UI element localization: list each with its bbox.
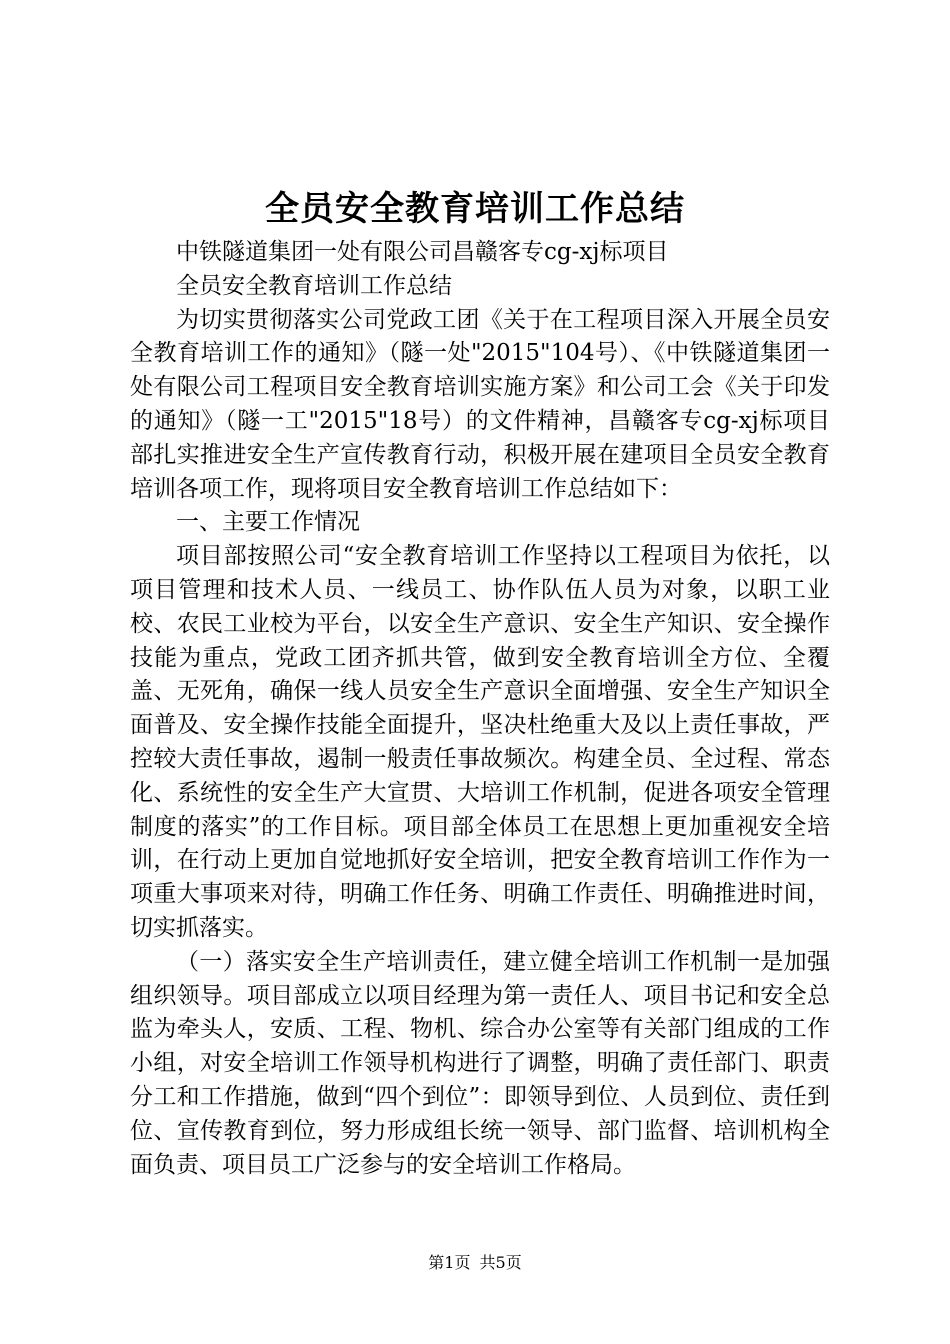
- paragraph-intro: 为切实贯彻落实公司党政工团《关于在工程项目深入开展全员安全教育培训工作的通知》（隧一处"2015"104号）、《中铁隧道集团一处有限公司工程项目安全教育培训实施方案》和公司工会《关于印发的通知》（隧一工"2015"18号）的文件精神，昌赣客专cg-xj标项目部扎实推进安全生产宣传教育行动，积极开展在建项目全员安全教育培训各项工作，现将项目安全教育培训工作总结如下：: [130, 306, 830, 502]
- document-title: 全员安全教育培训工作总结: [265, 189, 685, 229]
- page-number: 第1页: [428, 1253, 471, 1272]
- page-total: 共5页: [479, 1253, 522, 1272]
- section-heading-main-work: 一、主要工作情况: [176, 509, 360, 536]
- paragraph-subtitle: 全员安全教育培训工作总结: [176, 272, 452, 299]
- paragraph-responsibility: （一）落实安全生产培训责任，建立健全培训工作机制一是加强组织领导。项目部成立以项目经理为第一责任人、项目书记和安全总监为牵头人，安质、工程、物机、综合办公室等有关部门组成的工作小组，对安全培训工作领导机构进行了调整，明确了责任部门、职责分工和工作措施，做到“四个到位”：即领导到位、人员到位、责任到位、宣传教育到位，努力形成组长统一领导、部门监督、培训机构全面负责、项目员工广泛参与的安全培训工作格局。: [130, 948, 830, 1178]
- document-body: [130, 236, 830, 1182]
- paragraph-work-goals: 项目部按照公司“安全教育培训工作坚持以工程项目为依托，以项目管理和技术人员、一线员工、协作队伍人员为对象，以职工业校、农民工业校为平台，以安全生产意识、安全生产知识、安全操作技能为重点，党政工团齐抓共管，做到安全教育培训全方位、全覆盖、无死角，确保一线人员安全生产意识全面增强、安全生产知识全面普及、安全操作技能全面提升，坚决杜绝重大及以上责任事故，严控较大责任事故，遏制一般责任事故频次。构建全员、全过程、常态化、系统性的安全生产大宣贯、大培训工作机制，促进各项安全管理制度的落实”的工作目标。项目部全体员工在思想上更加重视安全培训，在行动上更加自觉地抓好安全培训，把安全教育培训工作作为一项重大事项来对待，明确工作任务、明确工作责任、明确推进时间，切实抓落实。: [130, 543, 830, 941]
- page-footer: [0, 1252, 950, 1274]
- paragraph-organization: 中铁隧道集团一处有限公司昌赣客专cg-xj标项目: [176, 239, 669, 265]
